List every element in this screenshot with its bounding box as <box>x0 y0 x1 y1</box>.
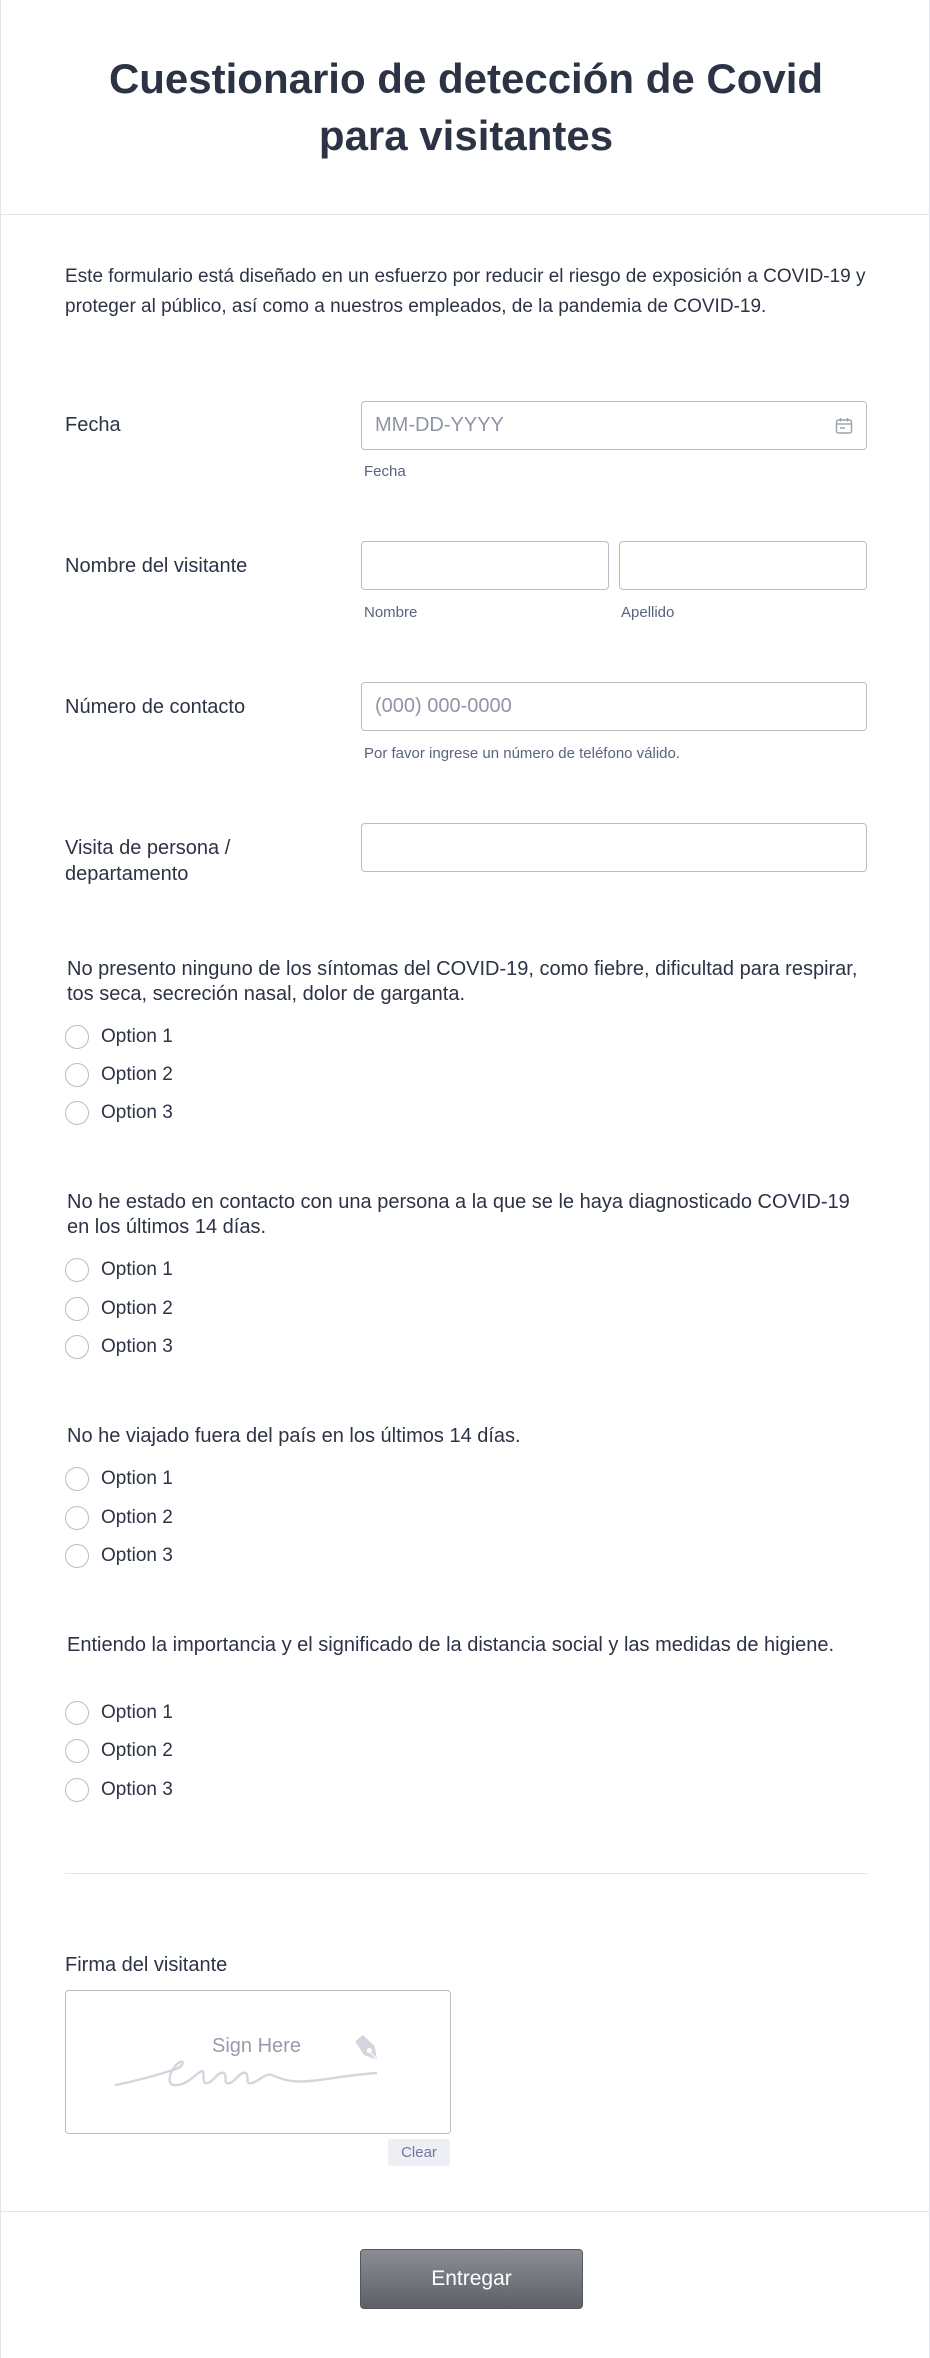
option-label: Option 3 <box>101 1779 173 1800</box>
q4-option-2[interactable] <box>65 1738 173 1764</box>
visit-label <box>65 835 230 887</box>
q2-option-1[interactable] <box>65 1257 173 1283</box>
radio-button[interactable] <box>65 1739 89 1763</box>
radio-button[interactable] <box>65 1101 89 1125</box>
visit-label-line1: Visita de persona / <box>65 837 231 859</box>
calendar-icon[interactable] <box>835 417 853 435</box>
phone-input[interactable] <box>361 682 867 731</box>
submit-button[interactable]: Entregar <box>360 2249 583 2309</box>
date-placeholder: MM-DD-YYYY <box>375 414 504 436</box>
option-label: Option 3 <box>101 1545 173 1566</box>
phone-placeholder: (000) 000-0000 <box>375 695 512 717</box>
clear-signature-button[interactable]: Clear <box>388 2139 450 2166</box>
q1-option-3[interactable] <box>65 1100 173 1126</box>
last-name-input[interactable] <box>619 541 867 590</box>
q4-option-3[interactable] <box>65 1777 173 1803</box>
section-divider <box>65 1873 867 1874</box>
radio-button[interactable] <box>65 1544 89 1568</box>
first-name-sublabel: Nombre <box>364 604 418 621</box>
option-label: Option 3 <box>101 1336 173 1357</box>
option-label: Option 1 <box>101 1702 173 1723</box>
radio-button[interactable] <box>65 1701 89 1725</box>
option-label: Option 3 <box>101 1102 173 1123</box>
phone-sublabel: Por favor ingrese un número de teléfono válido. <box>364 745 681 762</box>
radio-button[interactable] <box>65 1297 89 1321</box>
phone-label: Número de contacto <box>65 696 246 718</box>
question-contact: No he estado en contacto con una persona a la que se le haya diagnosticado COVID-19 en los últimos 14 días. <box>67 1191 850 1238</box>
radio-button[interactable] <box>65 1506 89 1530</box>
signature-label: Firma del visitante <box>65 1954 228 1976</box>
option-label: Option 1 <box>101 1468 173 1489</box>
last-name-sublabel: Apellido <box>621 604 675 621</box>
radio-button[interactable] <box>65 1063 89 1087</box>
option-label: Option 1 <box>101 1259 173 1280</box>
radio-button[interactable] <box>65 1258 89 1282</box>
q3-option-1[interactable] <box>65 1466 173 1492</box>
option-label: Option 2 <box>101 1740 173 1761</box>
date-sublabel: Fecha <box>364 463 406 480</box>
form-intro: Este formulario está diseñado en un esfuerzo por reducir el riesgo de exposición a COVID-19 y proteger al público, así como a nuestros empleados, de la pandemia de COVID-19. <box>65 266 866 317</box>
radio-button[interactable] <box>65 1778 89 1802</box>
option-label: Option 2 <box>101 1064 173 1085</box>
radio-button[interactable] <box>65 1467 89 1491</box>
q2-option-3[interactable] <box>65 1334 173 1360</box>
q3-option-2[interactable] <box>65 1505 173 1531</box>
visitor-name-label: Nombre del visitante <box>65 555 248 577</box>
footer-divider <box>1 2211 930 2212</box>
radio-button[interactable] <box>65 1025 89 1049</box>
q1-option-2[interactable] <box>65 1062 173 1088</box>
form-header <box>1 0 930 215</box>
option-label: Option 2 <box>101 1507 173 1528</box>
date-input[interactable] <box>361 401 867 450</box>
q3-option-3[interactable] <box>65 1543 173 1569</box>
q4-option-1[interactable] <box>65 1700 173 1726</box>
radio-button[interactable] <box>65 1335 89 1359</box>
question-travel: No he viajado fuera del país en los últimos 14 días. <box>67 1425 521 1447</box>
pen-icon <box>350 2031 386 2067</box>
first-name-input[interactable] <box>361 541 609 590</box>
option-label: Option 1 <box>101 1026 173 1047</box>
form-title: Cuestionario de detección de Covid para visitantes <box>108 55 824 159</box>
visit-input[interactable] <box>361 823 867 872</box>
q2-option-2[interactable] <box>65 1296 173 1322</box>
option-label: Option 2 <box>101 1298 173 1319</box>
question-symptoms: No presento ninguno de los síntomas del COVID-19, como fiebre, dificultad para respirar, tos seca, secreción nasal, dolor de garganta. <box>67 958 858 1005</box>
date-label: Fecha <box>65 414 121 436</box>
signature-placeholder: Sign Here <box>212 2035 301 2057</box>
signature-pad[interactable] <box>65 1990 451 2134</box>
q1-option-1[interactable] <box>65 1024 173 1050</box>
visit-label-line2: departamento <box>65 863 189 885</box>
question-hygiene: Entiendo la importancia y el significado de la distancia social y las medidas de higiene. <box>67 1634 835 1656</box>
